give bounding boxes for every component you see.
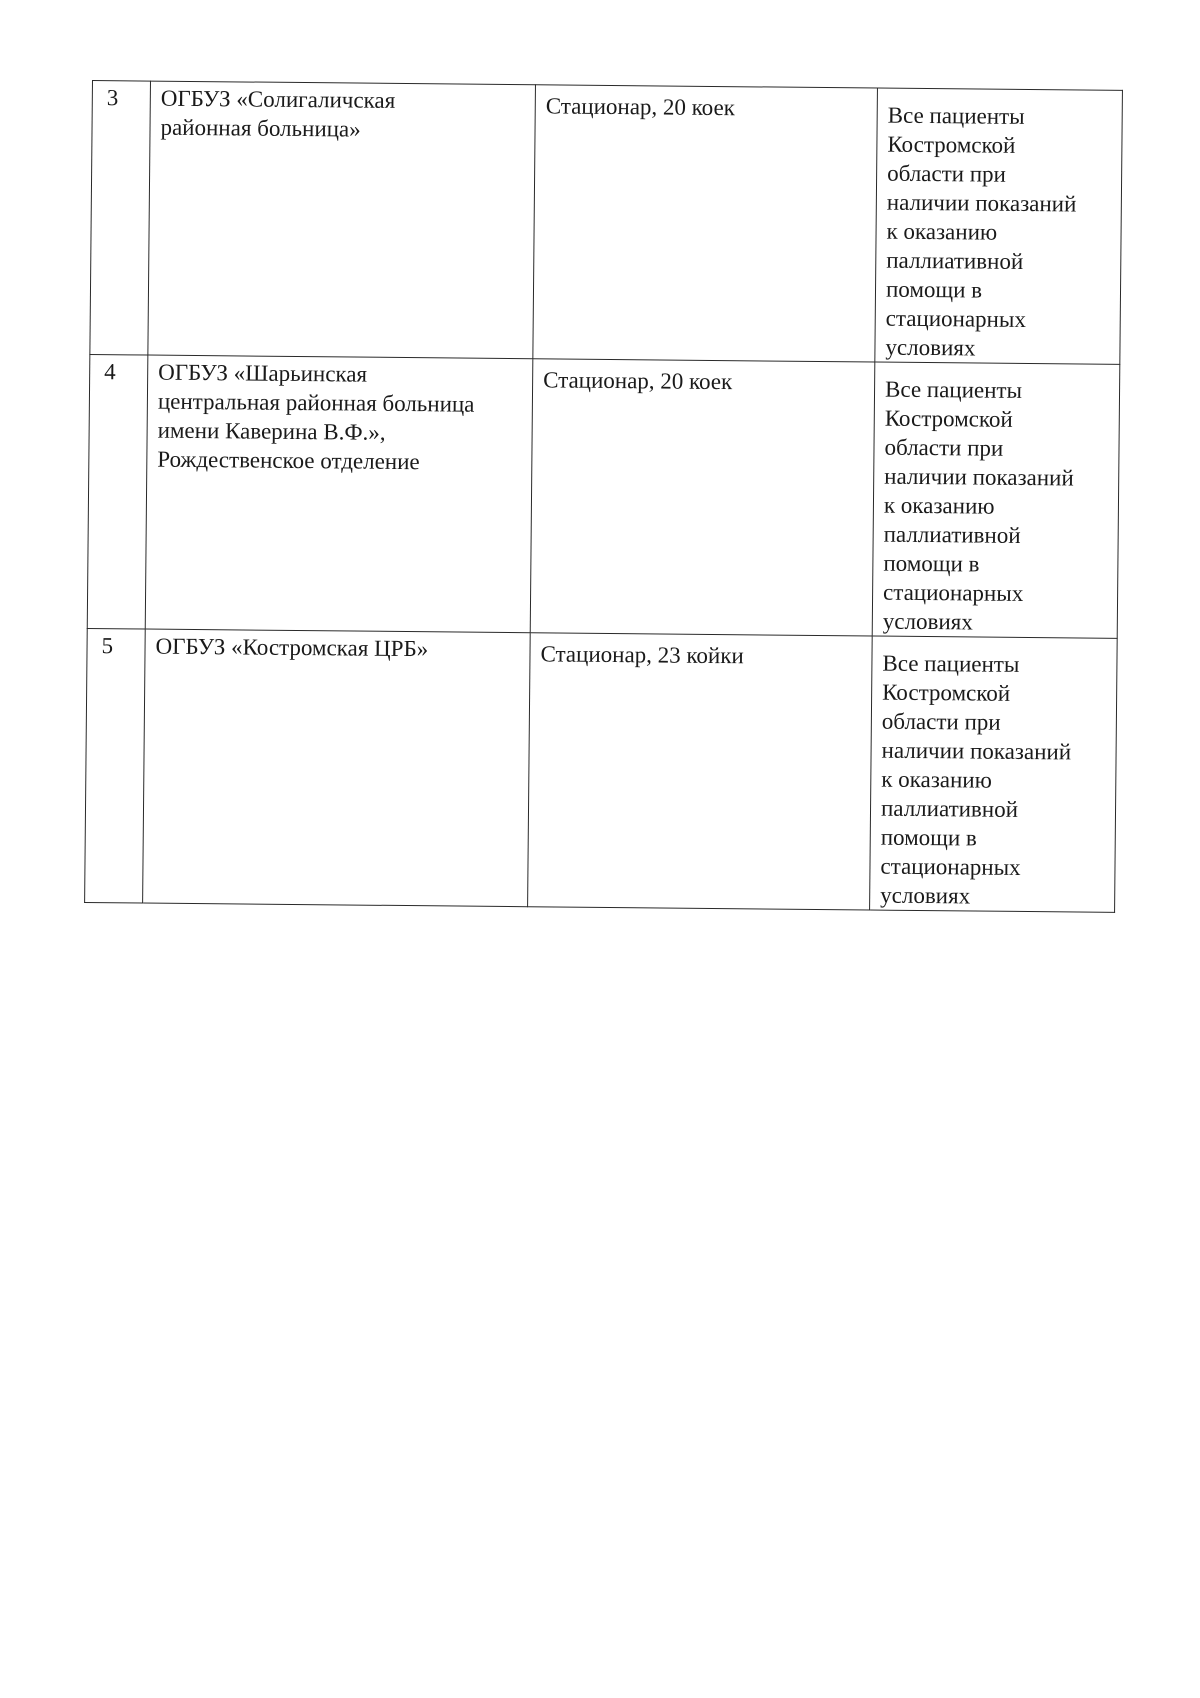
criteria-line: Костромской [887,131,1016,158]
criteria-line: помощи в [885,276,983,303]
organization-line: районная больница» [160,114,361,142]
criteria-line: области при [881,708,1001,735]
organization-line: ОГБУЗ «Солигаличская [160,85,396,113]
facility-type: Стационар, 20 коек [530,359,875,636]
criteria-line: Костромской [884,405,1013,432]
criteria-line: наличии показаний [881,737,1072,765]
criteria-line: Все пациенты [887,102,1025,129]
patient-criteria [870,636,1118,912]
criteria-line: помощи в [880,824,977,851]
organization-line: Рождественское отделение [157,446,420,475]
table-row [85,628,1118,912]
organization-line: имени Каверина В.Ф.», [157,417,386,445]
criteria-line: Все пациенты [884,376,1023,403]
criteria-line: условиях [880,882,971,909]
criteria-line: области при [887,160,1007,187]
organization-line: ОГБУЗ «Шарьинская [158,359,368,387]
patient-criteria [872,362,1120,638]
facility-type: Стационар, 20 коек [533,85,878,362]
criteria-line: к оказанию [886,218,998,245]
criteria-line: помощи в [883,550,980,577]
criteria-line: наличии показаний [886,189,1077,217]
criteria-line: стационарных [885,305,1027,332]
organization-name [148,81,536,359]
patient-criteria [875,88,1123,364]
table-row [87,354,1120,638]
criteria-line: стационарных [880,853,1021,880]
criteria-line: условиях [882,608,973,635]
criteria-line: условиях [885,334,976,361]
criteria-line: Костромской [882,679,1011,706]
criteria-line: области при [884,434,1004,461]
organization-line: центральная районная больница [157,388,475,417]
criteria-line: Все пациенты [882,650,1020,677]
facilities-table [84,80,1123,913]
row-number: 5 [85,628,146,903]
criteria-line: наличии показаний [884,463,1074,491]
organization-name [143,629,531,907]
criteria-line: паллиативной [880,795,1019,822]
table-row [90,81,1123,365]
facility-type: Стационар, 23 койки [528,633,873,910]
criteria-line: паллиативной [883,521,1021,548]
criteria-line: паллиативной [886,247,1024,274]
row-number: 3 [90,81,151,356]
organization-line: ОГБУЗ «Костромская ЦРБ» [155,633,429,662]
criteria-line: к оказанию [881,766,993,793]
criteria-line: стационарных [883,579,1024,606]
organization-name [145,355,533,633]
row-number: 4 [87,354,148,629]
criteria-line: к оказанию [883,492,995,519]
